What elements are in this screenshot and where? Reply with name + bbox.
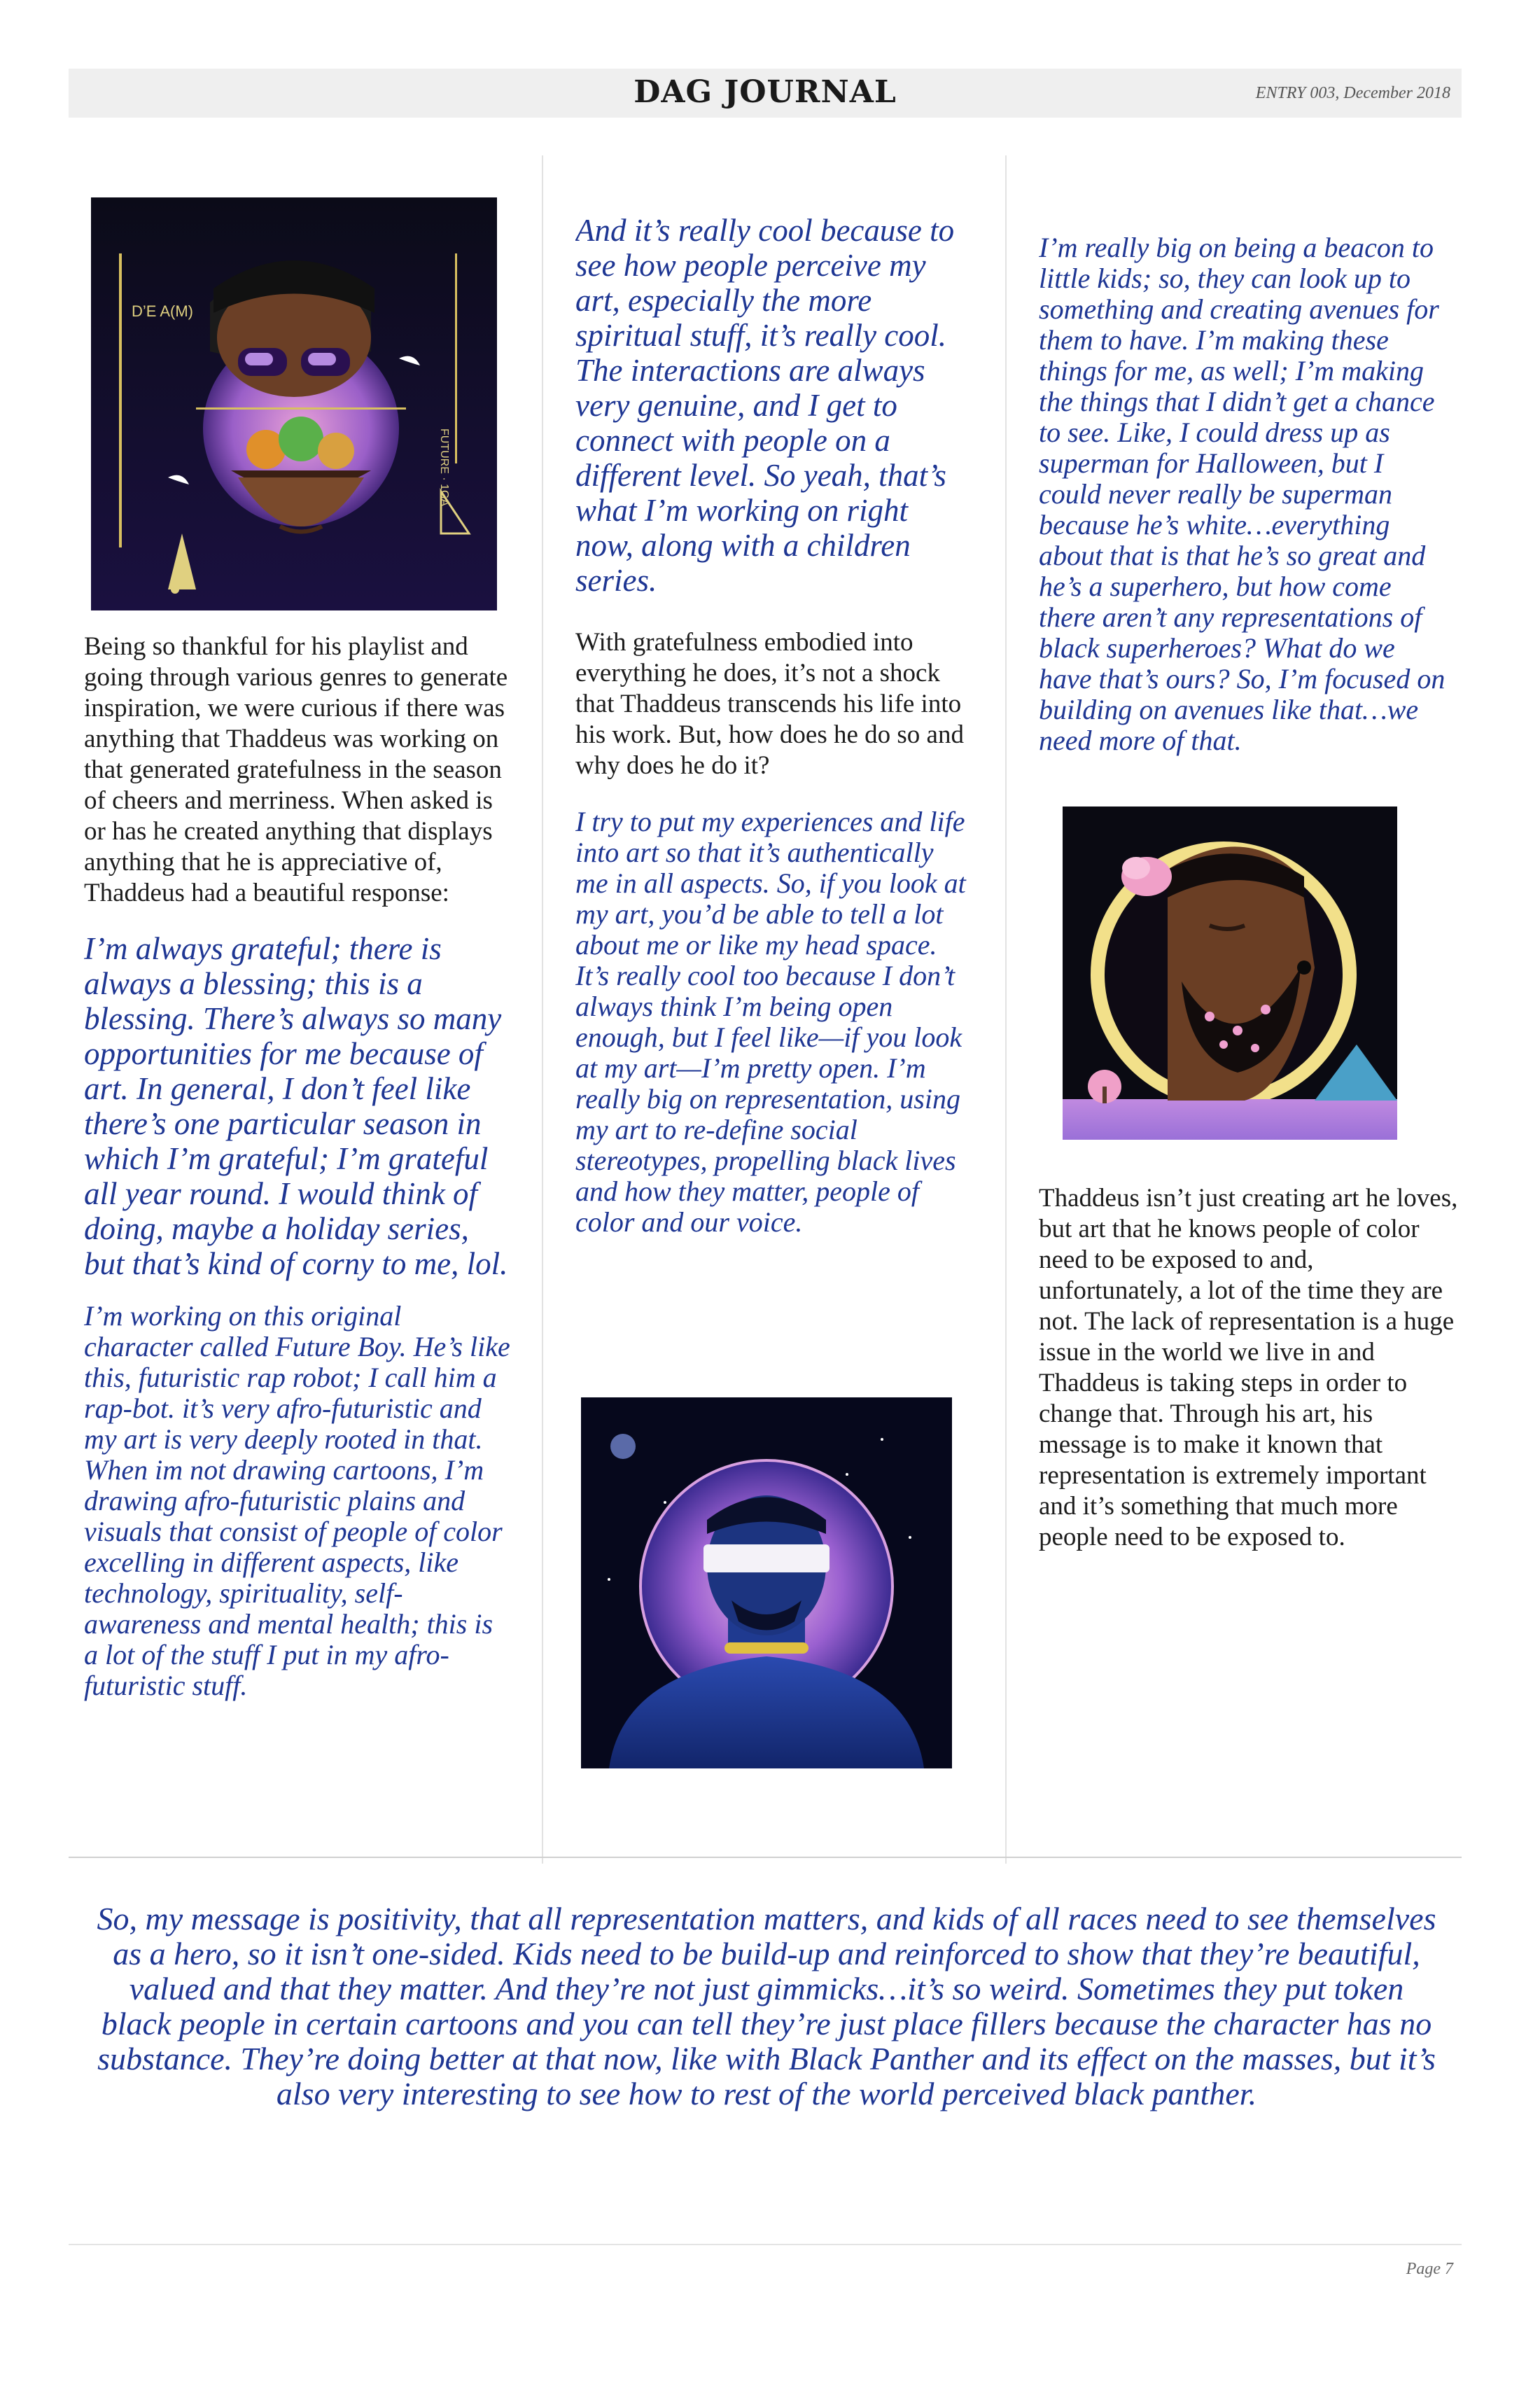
col1-paragraph: Being so thankful for his playlist and going through various genres to generate inspiration, we were curious if there was anything that Thaddeus was working on that generated gratefulness in the season of cheers and merriness. When asked is or has he created anything that displays anything that he is appreciative of, Thaddeus had a beautiful response: bbox=[84, 632, 508, 907]
pullquote-top-rule bbox=[69, 1857, 1462, 1858]
page-number: Page 7 bbox=[1406, 2260, 1453, 2278]
col3-paragraph: Thaddeus isn’t just creating art he loves, but art that he knows people of color need to be exposed to and, unfortunately, a lot of the time they are not. The lack of representation is a huge issue in the world we live in and Thaddeus is taking steps in order to change that. Through his art, his message is to make it known that representation is extremely important and it’s something that much more people need to be exposed to. bbox=[1039, 1184, 1458, 1551]
column-divider-1 bbox=[542, 155, 543, 1864]
journal-header bbox=[69, 69, 1462, 118]
column-3-quote bbox=[1039, 232, 1452, 792]
artwork-blindfolded-hero bbox=[581, 1397, 952, 1768]
col2-quote-small: I try to put my experiences and life into art so that it’s authentically me in all aspects. So, if you look at my art, you’d be able to tell a lot about me or like my head space. It’s really cool too because I don’t always think I’m being open enough, but I feel like—if you look at my art—I’m pretty open. I’m really big on representation, using my art to re-define social stereotypes, propelling black lives and how they matter, people of color and our voice. bbox=[575, 806, 966, 1238]
col1-quote-small: I’m working on this original character called Future Boy. He’s like this, futuristic rap robot; I call him a rap-bot. it’s very afro-futuristic and my art is very deeply rooted in that. When im not drawing cartoons, I’m drawing afro-futuristic plains and visuals that consist of people of color excelling in different aspects, like technology, spirituality, self-awareness and mental health; this is a lot of the stuff I put in my afro-futuristic stuff. bbox=[84, 1300, 510, 1701]
column-divider-2 bbox=[1005, 155, 1007, 1864]
pull-quote: So, my message is positivity, that all representation matters, and kids of all races need to see themselves as a hero, so it isn’t one-sided. Kids need to be build-up and reinforced to show that they’re beautiful, valued and that they matter. And they’re not just gimmicks…it’s so weird. Sometimes they put token black people in certain cartoons and you can tell they’re just place fillers because the character has no substance. They’re doing better at that now, like with Black Panther and its effect on the masses, but it’s also very interesting to see how to rest of the world perceived black panther. bbox=[97, 1901, 1436, 2111]
entry-label: ENTRY 003, December 2018 bbox=[1255, 84, 1450, 102]
footer-rule bbox=[69, 2244, 1462, 2245]
col2-paragraph: With gratefulness embodied into everything he does, it’s not a shock that Thaddeus transcends his life into his work. But, how does he do so and why does he do it? bbox=[575, 628, 964, 780]
artwork-flower-beard-portrait bbox=[1063, 807, 1397, 1140]
art1-right-text: FUTURE · 1GA bbox=[438, 428, 450, 507]
column-3-text bbox=[1039, 1183, 1459, 1631]
col1-quote-large: I’m always grateful; there is always a blessing; this is a blessing. There’s always so many opportunities for me because of art. In general, I don’t feel like there’s one particular season in which I’m grateful; I’m grateful all year round. I would think of doing, maybe a holiday series, but that’s kind of corny to me, lol. bbox=[84, 931, 508, 1281]
column-2 bbox=[575, 213, 967, 1347]
column-1 bbox=[84, 631, 512, 1796]
art1-left-text: D’E A(M) bbox=[132, 302, 193, 320]
artwork-future-boy bbox=[91, 197, 497, 610]
col3-quote: I’m really big on being a beacon to little kids; so, they can look up to something and creating avenues for them to have. I’m making these things for me, as well; I’m making the things that I didn’t get a chance to see. Like, I could dress up as superman for Halloween, but I could never really be superman because he’s white…everything about that is that he’s so great and he’s a superhero, but how come there aren’t any representations of black superheroes? What do we have that’s ours? So, I’m focused on building on avenues like that…we need more of that. bbox=[1039, 232, 1446, 756]
col2-quote-large: And it’s really cool because to see how people perceive my art, especially the more spiritual stuff, it’s really cool. The interactions are always very genuine, and I get to connect with people on a different level. So yeah, that’s what I’m working on right now, along with a children series. bbox=[575, 213, 955, 598]
journal-title: DAG JOURNAL bbox=[634, 74, 897, 110]
